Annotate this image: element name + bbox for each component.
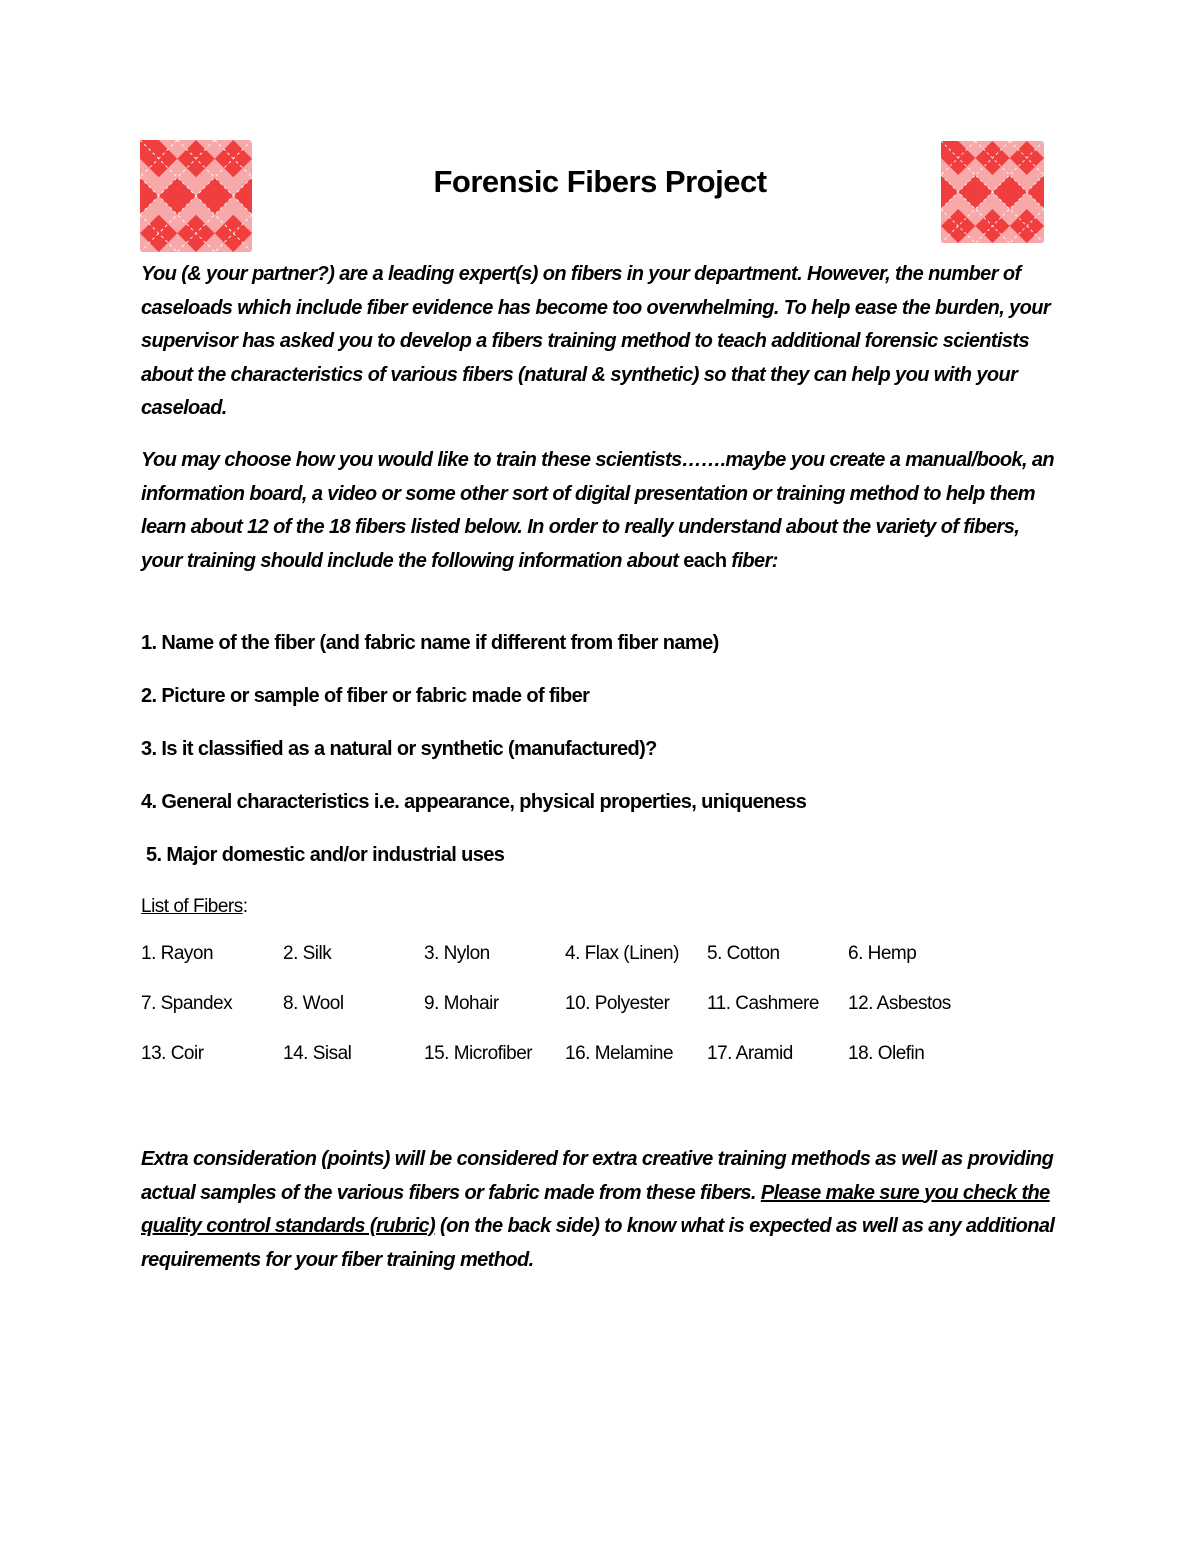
- rubric-reference: Please make sure you check the quality control standards (rubric): [141, 1181, 1050, 1237]
- fiber-item: 9. Mohair: [424, 993, 499, 1014]
- requirement-item: 3. Is it classified as a natural or synthetic (manufactured)?: [141, 738, 657, 760]
- extra-credit-paragraph: [141, 1143, 1061, 1277]
- fiber-row: [141, 943, 1041, 993]
- fiber-item: 14. Sisal: [283, 1043, 352, 1064]
- fiber-item: 12. Asbestos: [848, 993, 951, 1014]
- fiber-list-heading-text: List of Fibers: [141, 896, 243, 917]
- fiber-list-heading: [141, 896, 248, 918]
- fiber-item: 15. Microfiber: [424, 1043, 533, 1064]
- extra-credit-text-end: (on the back side) to know what is expected as well as any additional requirements for your fiber training method.: [141, 1215, 1055, 1271]
- fiber-item: 1. Rayon: [141, 943, 214, 964]
- instructions-text-end: fiber:: [726, 549, 778, 572]
- extra-credit-text: Extra consideration (points) will be considered for extra creative training methods as well as providing actual samples of the various fibers or fabric made from these fibers.: [141, 1148, 1054, 1204]
- fiber-list: [141, 943, 1041, 1093]
- fiber-row: [141, 993, 1041, 1043]
- instructions-text: You may choose how you would like to train these scientists…….maybe you create a manual/book, an information board, a video or some other sort of digital presentation or training method to help them learn about 12 of the 18 fibers listed below. In order to really understand about the variety of fibers, your training should include the following information about: [141, 449, 1055, 572]
- instructions-paragraph: [141, 444, 1061, 578]
- fiber-item: 13. Coir: [141, 1043, 204, 1064]
- instructions-emphasis: each: [683, 549, 727, 572]
- page-title: Forensic Fibers Project: [433, 163, 767, 199]
- requirement-item: 2. Picture or sample of fiber or fabric made of fiber: [141, 685, 590, 707]
- requirement-item: 4. General characteristics i.e. appearance, physical properties, uniqueness: [141, 791, 807, 813]
- fiber-item: 16. Melamine: [565, 1043, 674, 1064]
- fiber-item: 11. Cashmere: [707, 993, 819, 1014]
- fiber-item: 4. Flax (Linen): [565, 943, 679, 964]
- fiber-item: 2. Silk: [283, 943, 332, 964]
- fiber-list-heading-colon: :: [242, 896, 248, 917]
- fiber-item: 7. Spandex: [141, 993, 233, 1014]
- fiber-item: 18. Olefin: [848, 1043, 925, 1064]
- fiber-item: 6. Hemp: [848, 943, 917, 964]
- requirement-item: 5. Major domestic and/or industrial uses: [146, 844, 505, 866]
- requirement-item: 1. Name of the fiber (and fabric name if different from fiber name): [141, 632, 719, 654]
- fiber-item: 10. Polyester: [565, 993, 670, 1014]
- fiber-row: [141, 1043, 1041, 1093]
- fiber-item: 3. Nylon: [424, 943, 490, 964]
- fiber-item: 5. Cotton: [707, 943, 780, 964]
- intro-paragraph: You (& your partner?) are a leading expert(s) on fibers in your department. However, the number of caseloads which include fiber evidence has become too overwhelming. To help ease the burden, your supervisor has asked you to develop a fibers training method to teach additional forensic scientists about the characteristics of various fibers (natural & synthetic) so that they can help you with your caseload.: [141, 263, 1051, 419]
- fiber-item: 8. Wool: [283, 993, 344, 1014]
- fiber-item: 17. Aramid: [707, 1043, 793, 1064]
